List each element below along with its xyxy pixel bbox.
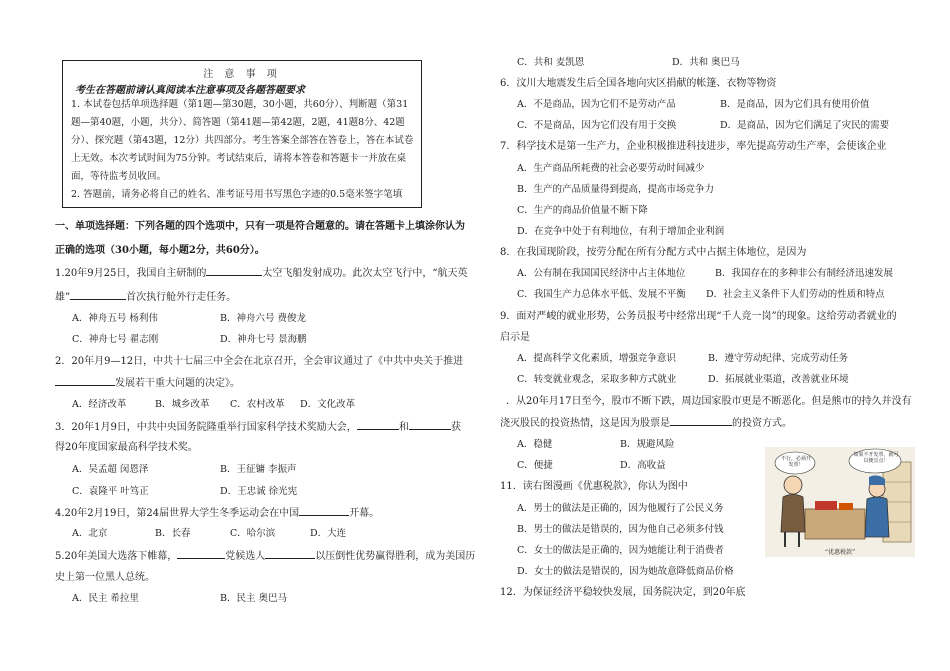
q3-text: 和 [398, 422, 409, 433]
option-d: D．拓展就业渠道，改善就业环境 [708, 374, 849, 385]
notice-title: 注 意 事 项 [203, 69, 281, 80]
option-c: C．共和 麦凯恩 [517, 57, 585, 68]
option-b: B．民主 奥巴马 [220, 593, 288, 604]
option-d: D．在竞争中处于有利地位，有利于增加企业利润 [517, 226, 725, 237]
question-7: 7．科学技术是第一生产力，企业积极推进科技进步，率先提高劳动生产率，会使该企业 [500, 141, 887, 152]
option-c: C．转变就业观念，采取多种方式就业 [517, 374, 677, 385]
comic-bubble-right: 如果不开发票，就可以便宜点！ [853, 452, 899, 464]
option-d: D．共和 奥巴马 [672, 57, 740, 68]
q5-text: 5.20年美国大选落下帷幕， [55, 551, 178, 562]
answer-blank [177, 549, 225, 559]
question-3 [55, 420, 461, 435]
answer-blank [55, 376, 115, 386]
option-c: C．女士的做法是正确的，因为她能让利于消费者 [517, 545, 724, 556]
answer-blank [299, 506, 349, 516]
q3-text: 获 [450, 422, 461, 433]
question-2-cont [55, 376, 240, 391]
option-d: D．高收益 [620, 460, 666, 471]
option-b: B．神舟六号 费俊龙 [220, 313, 307, 324]
option-b: B．规避风险 [620, 439, 675, 450]
option-c: C．便捷 [517, 460, 553, 471]
option-d: D．文化改革 [300, 399, 356, 410]
option-b: B．遵守劳动纪律、完成劳动任务 [708, 353, 848, 364]
q5-text: 党候选人 [225, 551, 266, 562]
option-b: B．我国存在的多种非公有制经济迅速发展 [715, 268, 893, 279]
option-b: B．王征镛 李振声 [220, 464, 297, 475]
q4-text: 开幕。 [349, 508, 380, 519]
option-d: D．社会主义条件下人们劳动的性质和特点 [706, 289, 885, 300]
answer-blank [357, 420, 399, 430]
option-d: D．王忠诚 徐光宪 [220, 486, 298, 497]
notice-heading: 考生在答题前请认真阅读本注意事项及各题答题要求 [75, 85, 305, 96]
notice-box [62, 60, 422, 208]
option-a: A．吴孟超 闵恩泽 [72, 464, 149, 475]
question-1 [55, 266, 467, 281]
answer-blank [70, 290, 126, 300]
option-a: A．公有制在我国国民经济中占主体地位 [517, 268, 686, 279]
q5-text: 以压倒性优势赢得胜利，成为美国历 [315, 551, 476, 562]
option-a: A．北京 [72, 528, 108, 539]
option-b: B．是商品，因为它们具有使用价值 [720, 99, 870, 110]
option-d: D．女士的做法是错误的，因为她故意降低商品价格 [517, 566, 734, 577]
notice-line: 面，等待监考员收回。 [71, 171, 167, 182]
question-10-cont [500, 416, 792, 431]
q10-text: 浇灭股民的投资热情，这是因为股票是 [500, 418, 670, 429]
q1-text: 首次执行舱外行走任务。 [126, 292, 237, 303]
q1-text: 雄” [55, 292, 71, 303]
option-c: C．不是商品，因为它们没有用于交换 [517, 120, 677, 131]
question-6: 6．汶川大地震发生后全国各地向灾区捐献的帐篷、衣物等物资 [500, 78, 777, 89]
question-10: ．从20年月17日至今，股市不断下跌，周边国家股市更是不断恶化。但是熊市的持久并没有 [506, 396, 912, 407]
question-11: 11．读右图漫画《优惠税款》，你认为图中 [500, 481, 688, 492]
q4-text: 4.20年2月19日，第24届世界大学生冬季运动会在中国 [55, 508, 300, 519]
option-b: B．男士的做法是错误的，因为他自己必须多付钱 [517, 524, 724, 535]
q1-text: 太空飞船发射成功。此次太空飞行中，“航天英 [262, 268, 468, 279]
notice-line: 上无效。本次考试时间为75分钟。考试结束后，请将本答卷和答题卡一并放在桌 [71, 153, 407, 164]
option-d: D．神舟七号 景海鹏 [220, 334, 307, 345]
option-c: C．农村改革 [230, 399, 285, 410]
question-5-cont: 史上第一位黑人总统。 [55, 572, 155, 583]
answer-blank [265, 549, 315, 559]
option-a: A．稳健 [517, 439, 553, 450]
notice-line: 题—第40题，小题，共分）、简答题（第41题—第42题，2题，41题8分、42题 [71, 117, 405, 128]
question-5 [55, 549, 475, 564]
option-b: B．长春 [155, 528, 191, 539]
option-a: A．神舟五号 杨利伟 [72, 313, 158, 324]
option-a: A．民主 希拉里 [72, 593, 139, 604]
question-2: 2．20年月9—12日，中共十七届三中全会在北京召开，全会审议通过了《中共中央关于推进 [55, 356, 464, 367]
question-3-cont: 得20年度国家最高科学技术奖。 [55, 442, 198, 453]
q1-text: 1.20年9月25日，我国自主研制的 [55, 268, 207, 279]
comic-caption: “优惠税款” [824, 549, 856, 556]
option-c: C．我国生产力总体水平低、发展不平衡 [517, 289, 686, 300]
answer-blank [206, 266, 262, 276]
answer-blank [670, 416, 732, 426]
question-12: 12．为保证经济平稳较快发展，国务院决定，到20年底 [500, 587, 746, 598]
answer-blank [409, 420, 451, 430]
question-9-cont: 启示是 [500, 332, 530, 343]
notice-line: 2. 答题前，请务必将自己的姓名、准考证号用书写黑色字迹的0.5毫米签字笔填 [71, 189, 403, 200]
option-d: D．大连 [310, 528, 347, 539]
q3-text: 3．20年1月9日，中共中央国务院隆重举行国家科学技术奖励大会， [55, 422, 357, 433]
q10-text: 的投资方式。 [732, 418, 792, 429]
option-d: D．是商品，因为它们满足了灾民的需要 [720, 120, 890, 131]
comic-illustration [765, 447, 915, 557]
option-b: B．生产的产品质量得到提高，提高市场竞争力 [517, 184, 714, 195]
option-a: A．提高科学文化素质，增强竞争意识 [517, 353, 676, 364]
question-4 [55, 506, 379, 521]
section-heading-2: 正确的选项（30小题，每小题2分，共60分）。 [55, 245, 265, 256]
comic-bubble-left: 不行，必须开发票！ [780, 456, 811, 468]
option-c: C．生产的商品价值量不断下降 [517, 205, 648, 216]
option-a: A．不是商品，因为它们不是劳动产品 [517, 99, 676, 110]
question-1-cont [55, 290, 236, 305]
question-8: 8．在我国现阶段，按劳分配在所有分配方式中占据主体地位，是因为 [500, 247, 807, 258]
option-a: A．男士的做法是正确的，因为他履行了公民义务 [517, 503, 724, 514]
option-c: C．袁隆平 叶笃正 [72, 486, 149, 497]
notice-line: 1. 本试卷包括单项选择题（第1题—第30题，30小题，共60分）、判断题（第31 [71, 99, 409, 110]
section-heading: 一、单项选择题：下列各题的四个选项中，只有一项是符合题意的。请在答题卡上填涂你认为 [55, 221, 465, 232]
option-a: A．经济改革 [72, 399, 127, 410]
notice-line: 分）、探究题（第43题，12分）共四部分。考生答案全部答在答卷上，答在本试卷 [71, 135, 414, 146]
option-b: B．城乡改革 [155, 399, 210, 410]
option-c: C．哈尔滨 [230, 528, 276, 539]
q2-text: 发展若干重大问题的决定》。 [115, 378, 240, 389]
question-9: 9．面对严峻的就业形势，公务员报考中经常出现“千人竞一岗”的现象。这给劳动者就业的 [500, 311, 897, 322]
option-c: C．神舟七号 翟志刚 [72, 334, 159, 345]
option-a: A．生产商品所耗费的社会必要劳动时间减少 [517, 163, 705, 174]
